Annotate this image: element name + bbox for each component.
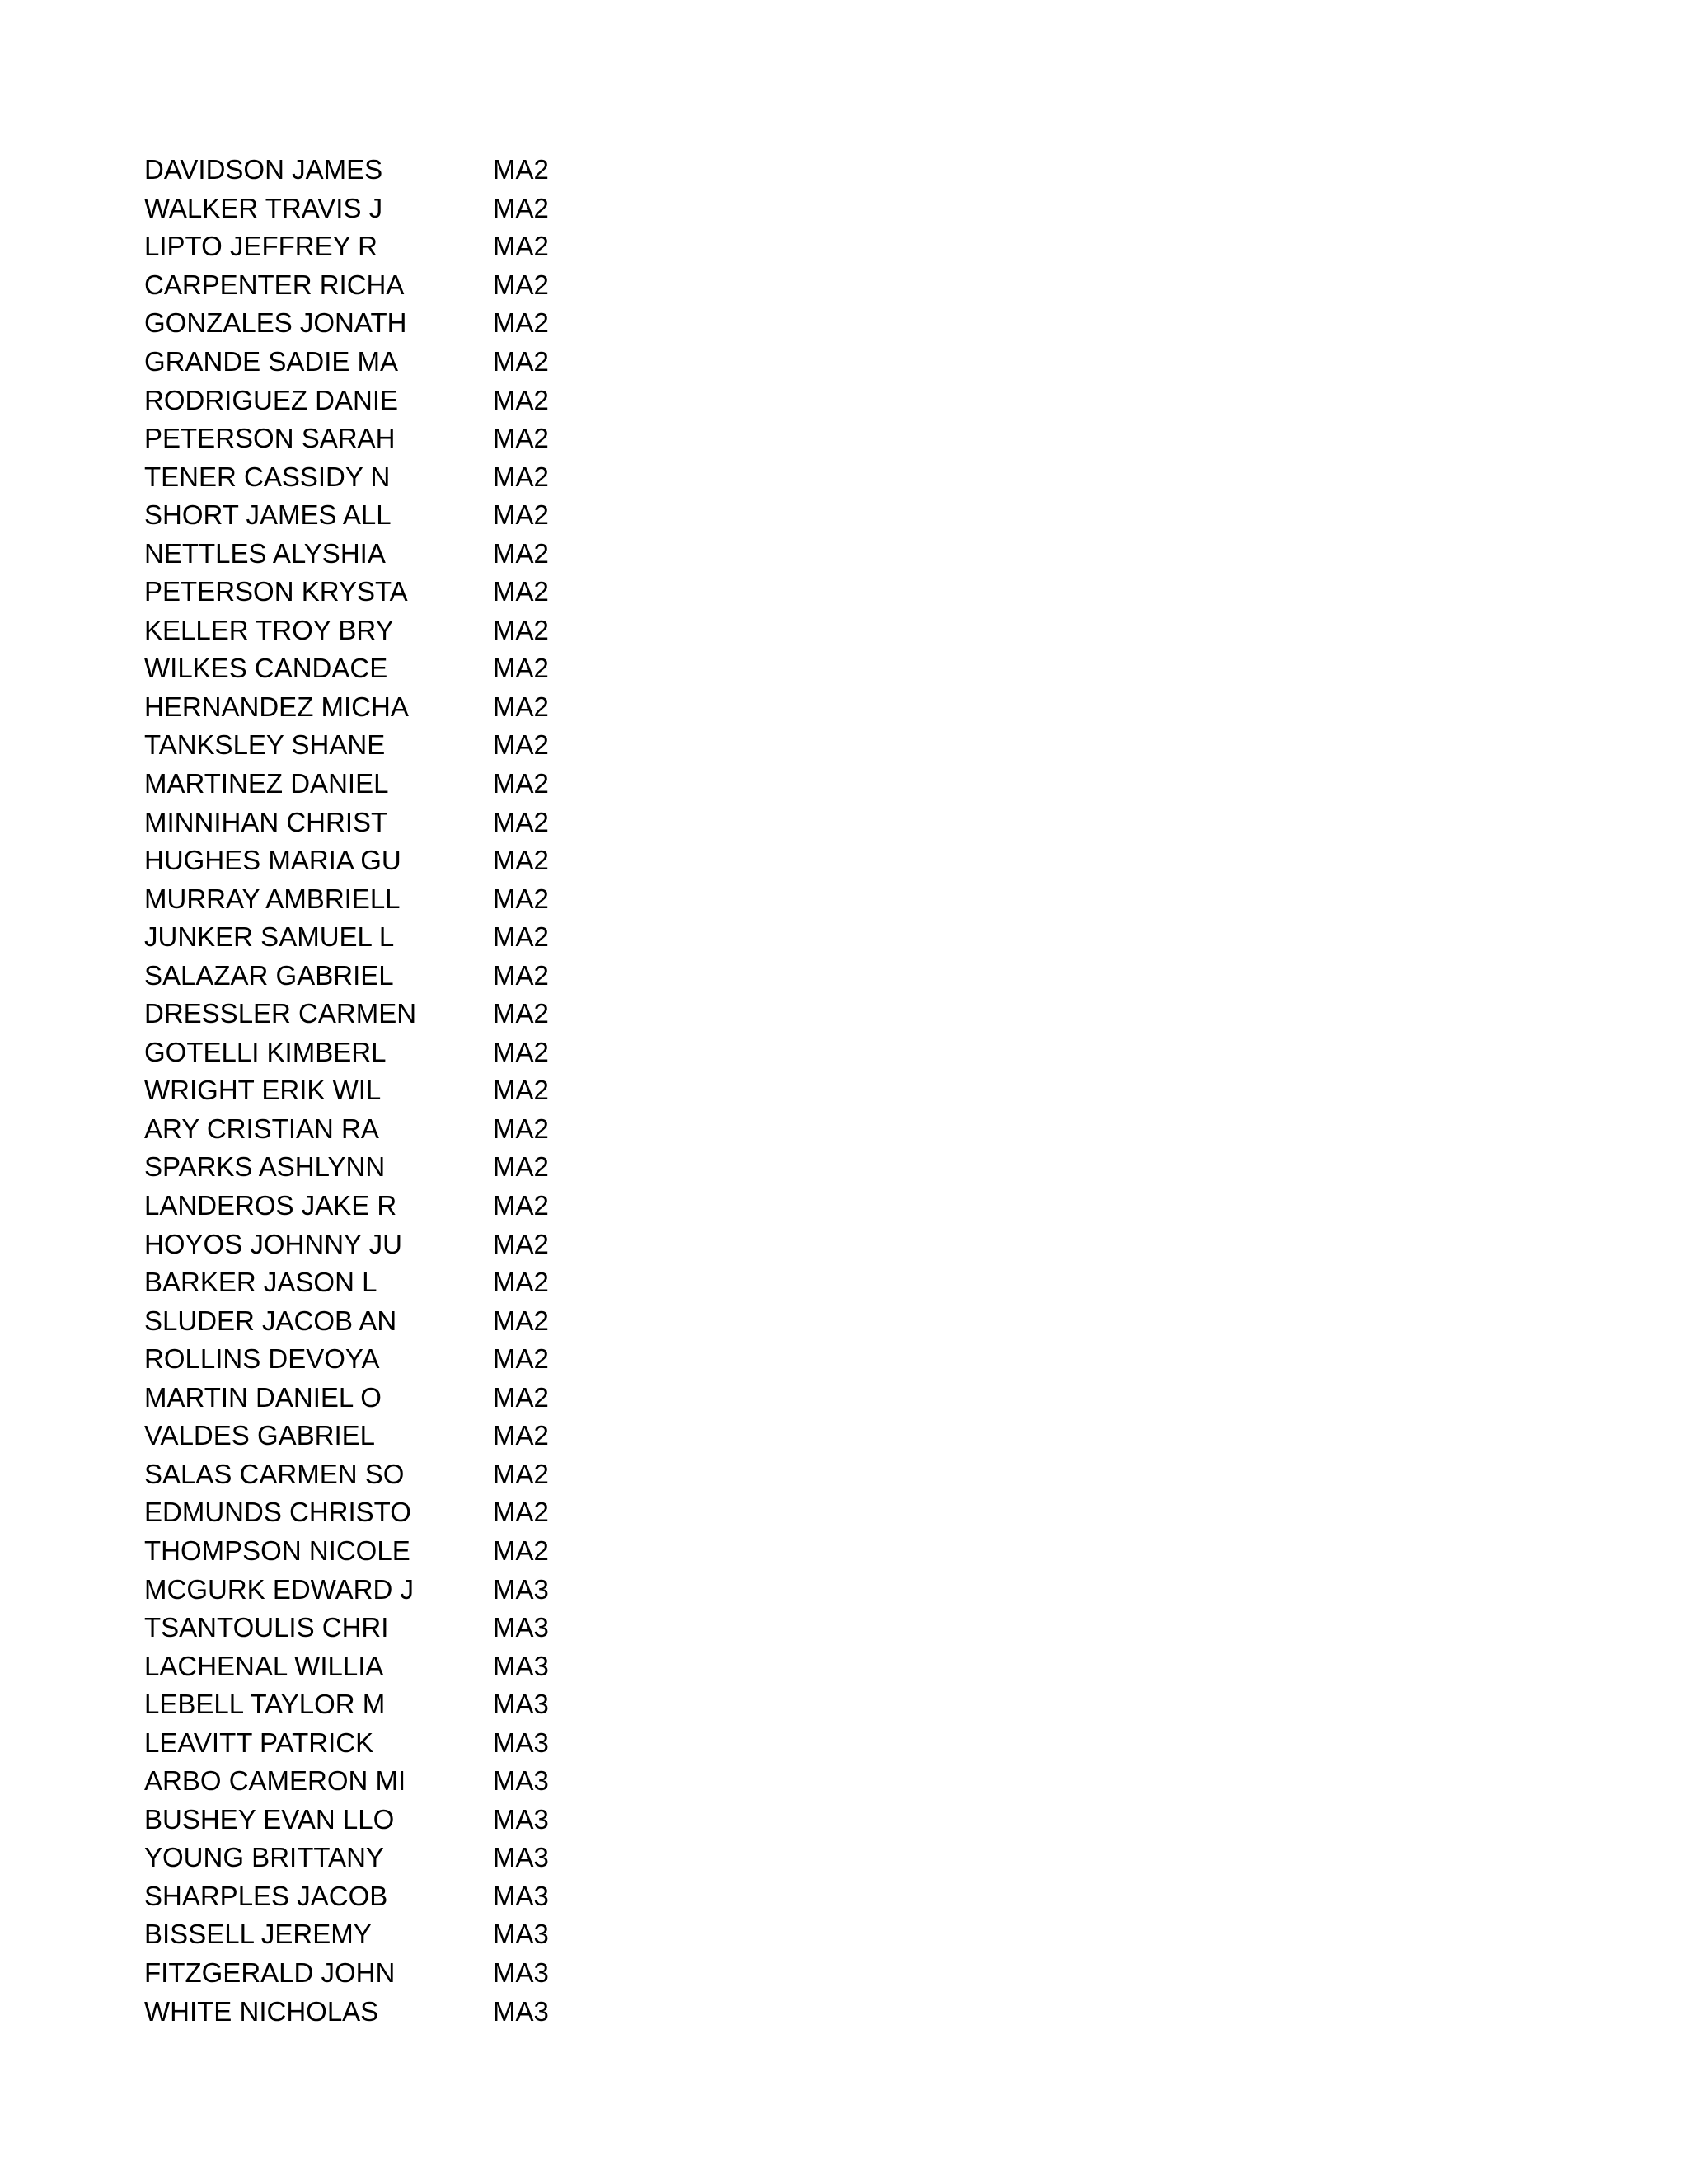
class-code: MA2 [493,423,549,454]
person-name: BARKER JASON L [144,1267,377,1298]
roster-row [144,1839,639,1877]
class-code: MA2 [493,192,549,223]
class-code: MA2 [493,231,549,262]
roster-row [144,1685,639,1724]
person-name: ARY CRISTIAN RA [144,1113,379,1144]
class-code: MA3 [493,1727,549,1758]
class-code: MA3 [493,1880,549,1911]
roster-row [144,726,639,765]
person-name: SHORT JAMES ALL [144,499,392,531]
person-name: ARBO CAMERON MI [144,1765,406,1797]
person-name: HOYOS JOHNNY JU [144,1228,402,1259]
class-code: MA2 [493,1036,549,1067]
person-name: TENER CASSIDY N [144,461,391,492]
class-code: MA2 [493,1075,549,1106]
person-name: ROLLINS DEVOYA [144,1343,380,1375]
person-name: SALAS CARMEN SO [144,1458,405,1489]
roster-row [144,1225,639,1263]
class-code: MA2 [493,1497,549,1528]
roster-row [144,1570,639,1609]
person-name: WALKER TRAVIS J [144,192,383,223]
class-code: MA3 [493,1650,549,1681]
person-name: NETTLES ALYSHIA [144,537,386,569]
class-code: MA2 [493,461,549,492]
person-name: GRANDE SADIE MA [144,346,399,377]
roster-row [144,841,639,880]
roster-row [144,765,639,804]
roster-row [144,381,639,419]
person-name: SLUDER JACOB AN [144,1305,397,1336]
person-name: MCGURK EDWARD J [144,1573,414,1605]
class-code: MA2 [493,499,549,531]
class-code: MA2 [493,1381,549,1413]
class-code: MA2 [493,1228,549,1259]
roster-row [144,1187,639,1226]
person-name: GONZALES JONATH [144,307,407,339]
person-name: CARPENTER RICHA [144,269,405,300]
roster-row [144,343,639,382]
person-name: PETERSON KRYSTA [144,576,408,607]
person-name: SALAZAR GABRIEL [144,959,394,991]
roster-row [144,1532,639,1571]
class-code: MA2 [493,269,549,300]
roster-row [144,1493,639,1532]
roster-row [144,1801,639,1840]
class-code: MA2 [493,729,549,761]
person-name: GOTELLI KIMBERL [144,1036,387,1067]
person-name: KELLER TROY BRY [144,614,394,645]
roster-row [144,496,639,535]
roster-row [144,304,639,343]
class-code: MA2 [493,1420,549,1451]
person-name: LANDEROS JAKE R [144,1190,397,1221]
person-name: LEAVITT PATRICK [144,1727,374,1758]
class-code: MA2 [493,307,549,339]
person-name: BISSELL JEREMY [144,1919,372,1950]
class-code: MA2 [493,806,549,837]
person-name: LACHENAL WILLIA [144,1650,384,1681]
class-code: MA2 [493,998,549,1029]
class-code: MA2 [493,691,549,722]
roster-row [144,1723,639,1762]
person-name: HUGHES MARIA GU [144,845,401,876]
class-code: MA2 [493,653,549,684]
person-name: BUSHEY EVAN LLO [144,1803,395,1835]
person-name: THOMPSON NICOLE [144,1535,410,1566]
class-code: MA2 [493,576,549,607]
roster-row [144,918,639,957]
class-code: MA3 [493,1842,549,1873]
roster-row [144,1647,639,1685]
class-code: MA2 [493,883,549,914]
person-name: WILKES CANDACE [144,653,388,684]
class-code: MA2 [493,845,549,876]
roster-row [144,1954,639,1993]
class-code: MA2 [493,1343,549,1375]
roster-row [144,573,639,612]
roster-row [144,534,639,573]
person-name: TSANTOULIS CHRI [144,1612,389,1643]
person-name: MINNIHAN CHRIST [144,806,388,837]
roster-row [144,879,639,918]
roster-row [144,1379,639,1418]
person-name: YOUNG BRITTANY [144,1842,384,1873]
class-code: MA2 [493,614,549,645]
roster-row [144,1762,639,1801]
person-name: LEBELL TAYLOR M [144,1689,386,1720]
person-name: WRIGHT ERIK WIL [144,1075,382,1106]
roster-row [144,1877,639,1916]
person-name: RODRIGUEZ DANIE [144,384,399,415]
class-code: MA3 [493,1919,549,1950]
person-name: TANKSLEY SHANE [144,729,386,761]
person-name: LIPTO JEFFREY R [144,231,378,262]
class-code: MA3 [493,1612,549,1643]
class-code: MA3 [493,1803,549,1835]
roster-row [144,1263,639,1302]
person-name: FITZGERALD JOHN [144,1957,396,1988]
person-name: EDMUNDS CHRISTO [144,1497,411,1528]
roster-row [144,457,639,496]
roster-row [144,649,639,688]
class-code: MA2 [493,1305,549,1336]
roster-row [144,1301,639,1340]
person-name: MARTINEZ DANIEL [144,768,389,799]
class-code: MA2 [493,959,549,991]
roster-row [144,151,639,190]
roster-row [144,1148,639,1187]
roster-row [144,419,639,458]
class-code: MA2 [493,1151,549,1183]
class-code: MA2 [493,1190,549,1221]
class-code: MA2 [493,1535,549,1566]
roster-row [144,1110,639,1149]
roster-row [144,1340,639,1379]
class-code: MA3 [493,1573,549,1605]
class-code: MA3 [493,1765,549,1797]
person-name: VALDES GABRIEL [144,1420,376,1451]
person-name: PETERSON SARAH [144,423,396,454]
roster-row [144,803,639,841]
roster-list [144,151,639,2031]
class-code: MA2 [493,768,549,799]
roster-row [144,1915,639,1954]
class-code: MA2 [493,154,549,185]
person-name: DAVIDSON JAMES [144,154,383,185]
person-name: WHITE NICHOLAS [144,1995,379,2027]
class-code: MA2 [493,1113,549,1144]
roster-row [144,1417,639,1455]
person-name: SHARPLES JACOB [144,1880,388,1911]
person-name: DRESSLER CARMEN [144,998,417,1029]
roster-row [144,1992,639,2031]
roster-row [144,688,639,727]
roster-row [144,266,639,305]
roster-row [144,1071,639,1110]
person-name: SPARKS ASHLYNN [144,1151,386,1183]
roster-row [144,612,639,650]
class-code: MA2 [493,346,549,377]
roster-row [144,1455,639,1494]
roster-row [144,995,639,1033]
class-code: MA2 [493,1458,549,1489]
person-name: MARTIN DANIEL O [144,1381,382,1413]
person-name: MURRAY AMBRIELL [144,883,401,914]
roster-row [144,1609,639,1647]
class-code: MA3 [493,1995,549,2027]
roster-row [144,227,639,266]
class-code: MA2 [493,921,549,953]
class-code: MA2 [493,384,549,415]
class-code: MA3 [493,1957,549,1988]
class-code: MA3 [493,1689,549,1720]
class-code: MA2 [493,537,549,569]
person-name: HERNANDEZ MICHA [144,691,409,722]
class-code: MA2 [493,1267,549,1298]
roster-row [144,190,639,228]
roster-row [144,956,639,995]
person-name: JUNKER SAMUEL L [144,921,395,953]
roster-row [144,1033,639,1072]
